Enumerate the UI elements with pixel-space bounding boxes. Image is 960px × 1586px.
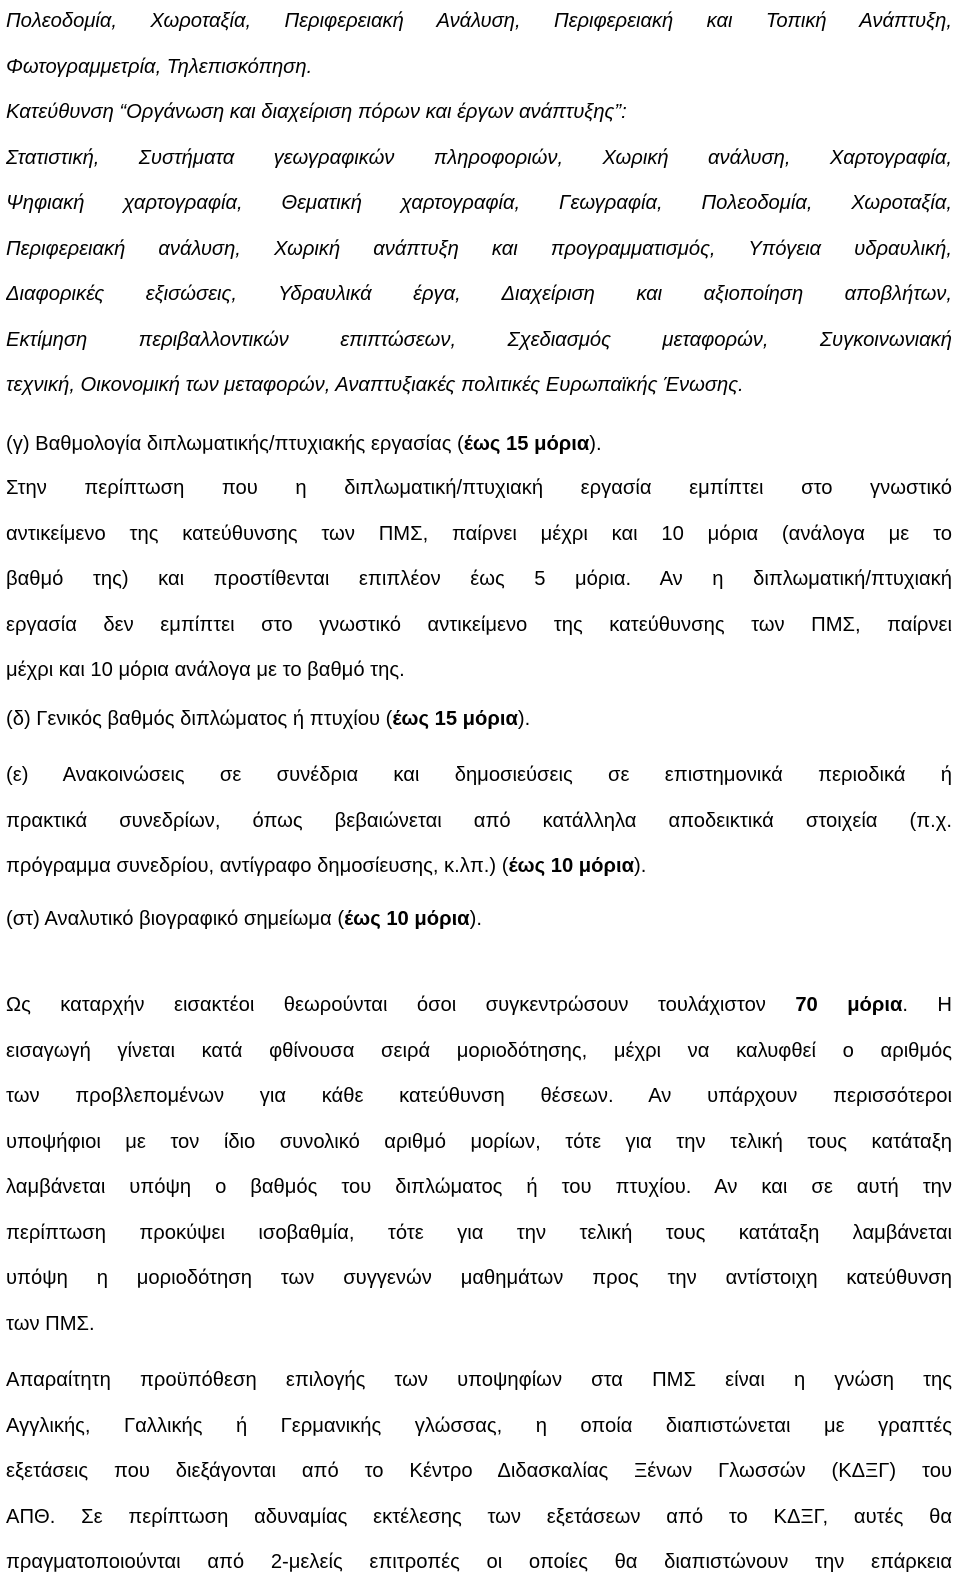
admission-line: λαμβάνεται υπόψη ο βαθμός του διπλώματος ή του πτυχίου. Αν και σε αυτή την bbox=[6, 1176, 952, 1198]
item-c-close: ). bbox=[589, 433, 602, 455]
direction-line: Ψηφιακή χαρτογραφία, Θεματική χαρτογραφία, Γεωγραφία, Πολεοδομία, Χωροταξία, bbox=[6, 192, 952, 214]
language-line: Απαραίτητη προϋπόθεση επιλογής των υποψηφίων στα ΠΜΣ είναι η γνώση της bbox=[6, 1369, 952, 1391]
item-c-paragraph bbox=[6, 466, 952, 694]
item-e-line: (ε) Ανακοινώσεις σε συνέδρια και δημοσιεύσεις σε επιστημονικά περιοδικά ή bbox=[6, 764, 952, 786]
item-e-line: πρακτικά συνεδρίων, όπως βεβαιώνεται από κατάλληλα αποδεικτικά στοιχεία (π.χ. bbox=[6, 809, 952, 832]
item-e-close: ). bbox=[633, 855, 647, 877]
intro-line: Φωτογραμμετρία, Τηλεπισκόπηση. bbox=[6, 55, 313, 78]
admission-paragraph bbox=[6, 983, 952, 1347]
admission-first-text: Ως καταρχήν εισακτέοι θεωρούνται όσοι συγκεντρώσουν τουλάχιστον bbox=[6, 994, 796, 1016]
direction-line: τεχνική, Οικονομική των μεταφορών, Αναπτυξιακές πολιτικές Ευρωπαϊκής Ένωσης. bbox=[6, 374, 744, 396]
item-c-title-text: (γ) Βαθμολογία διπλωματικής/πτυχιακής εργασίας ( bbox=[6, 433, 464, 455]
direction-line: Διαφορικές εξισώσεις, Υδραυλικά έργα, Διαχείριση και αξιοποίηση αποβλήτων, bbox=[6, 283, 952, 305]
item-d-paragraph bbox=[6, 697, 952, 743]
item-c-line: βαθμό της) και προστίθενται επιπλέον έως 5 μόρια. Αν η διπλωματική/πτυχιακή bbox=[6, 568, 952, 590]
admission-line: περίπτωση προκύψει ισοβαθμία, τότε για την τελική τους κατάταξη λαμβάνεται bbox=[6, 1221, 952, 1244]
item-c-line: μέχρι και 10 μόρια ανάλογα με το βαθμό της. bbox=[6, 659, 405, 681]
item-d-title-text: (δ) Γενικός βαθμός διπλώματος ή πτυχίου ( bbox=[6, 708, 393, 730]
item-d-limit: έως 15 μόρια bbox=[392, 708, 518, 730]
item-d-close: ). bbox=[517, 708, 531, 730]
item-c-line: αντικείμενο της κατεύθυνσης των ΠΜΣ, παίρνει μέχρι και 10 μόρια (ανάλογα με το bbox=[6, 522, 952, 545]
item-c-limit: έως 15 μόρια bbox=[463, 433, 590, 455]
item-e-limit: έως 10 μόρια bbox=[508, 855, 634, 877]
item-e-paragraph bbox=[6, 753, 952, 890]
direction-line: Περιφερειακή ανάλυση, Χωρική ανάπτυξη και προγραμματισμός, Υπόγεια υδραυλική, bbox=[6, 237, 952, 260]
item-st-paragraph bbox=[6, 897, 952, 943]
direction-line: Στατιστική, Συστήματα γεωγραφικών πληροφοριών, Χωρική ανάλυση, Χαρτογραφία, bbox=[6, 146, 952, 169]
admission-line: των ΠΜΣ. bbox=[6, 1312, 95, 1335]
language-line: πραγματοποιούνται από 2-μελείς επιτροπές οι οποίες θα διαπιστώνουν την επάρκεια bbox=[6, 1551, 952, 1573]
item-c-title bbox=[6, 422, 952, 468]
admission-first-end: . Η bbox=[902, 994, 952, 1016]
language-line: Αγγλικής, Γαλλικής ή Γερμανικής γλώσσας, η οποία διαπιστώνεται με γραπτές bbox=[6, 1414, 952, 1437]
language-line: ΑΠΘ. Σε περίπτωση αδυναμίας εκτέλεσης των εξετάσεων από το ΚΔΞΓ, αυτές θα bbox=[6, 1505, 952, 1528]
language-paragraph bbox=[6, 1358, 952, 1586]
admission-min-points: 70 μόρια bbox=[795, 994, 903, 1016]
admission-line: υποψήφιοι με τον ίδιο συνολικό αριθμό μορίων, τότε για την τελική τους κατάταξη bbox=[6, 1130, 952, 1153]
direction-paragraph bbox=[6, 90, 952, 409]
direction-line: Εκτίμηση περιβαλλοντικών επιπτώσεων, Σχεδιασμός μεταφορών, Συγκοινωνιακή bbox=[6, 328, 952, 351]
admission-line: εισαγωγή γίνεται κατά φθίνουσα σειρά μοριοδότησης, μέχρι να καλυφθεί ο αριθμός bbox=[6, 1039, 952, 1062]
admission-line: υπόψη η μοριοδότηση των συγγενών μαθημάτων προς την αντίστοιχη κατεύθυνση bbox=[6, 1267, 952, 1289]
item-c-line: εργασία δεν εμπίπτει στο γνωστικό αντικείμενο της κατεύθυνσης των ΠΜΣ, παίρνει bbox=[6, 613, 952, 636]
item-st-title-text: (στ) Αναλυτικό βιογραφικό σημείωμα ( bbox=[6, 908, 345, 930]
direction-heading: Κατεύθυνση “Οργάνωση και διαχείριση πόρων και έργων ανάπτυξης”: bbox=[6, 101, 627, 123]
intro-line: Πολεοδομία, Χωροταξία, Περιφερειακή Ανάλυση, Περιφερειακή και Τοπική Ανάπτυξη, bbox=[6, 10, 952, 32]
language-line: εξετάσεις που διεξάγονται από το Κέντρο Διδασκαλίας Ξένων Γλωσσών (ΚΔΞΓ) του bbox=[6, 1460, 952, 1482]
item-c-line: Στην περίπτωση που η διπλωματική/πτυχιακή εργασία εμπίπτει στο γνωστικό bbox=[6, 477, 952, 499]
intro-paragraph bbox=[6, 0, 952, 90]
admission-line: των προβλεπομένων για κάθε κατεύθυνση θέσεων. Αν υπάρχουν περισσότεροι bbox=[6, 1085, 952, 1107]
item-e-last-text: πρόγραμμα συνεδρίου, αντίγραφο δημοσίευσης, κ.λπ.) ( bbox=[6, 855, 509, 877]
item-st-limit: έως 10 μόρια bbox=[344, 908, 470, 930]
item-st-close: ). bbox=[469, 908, 482, 930]
